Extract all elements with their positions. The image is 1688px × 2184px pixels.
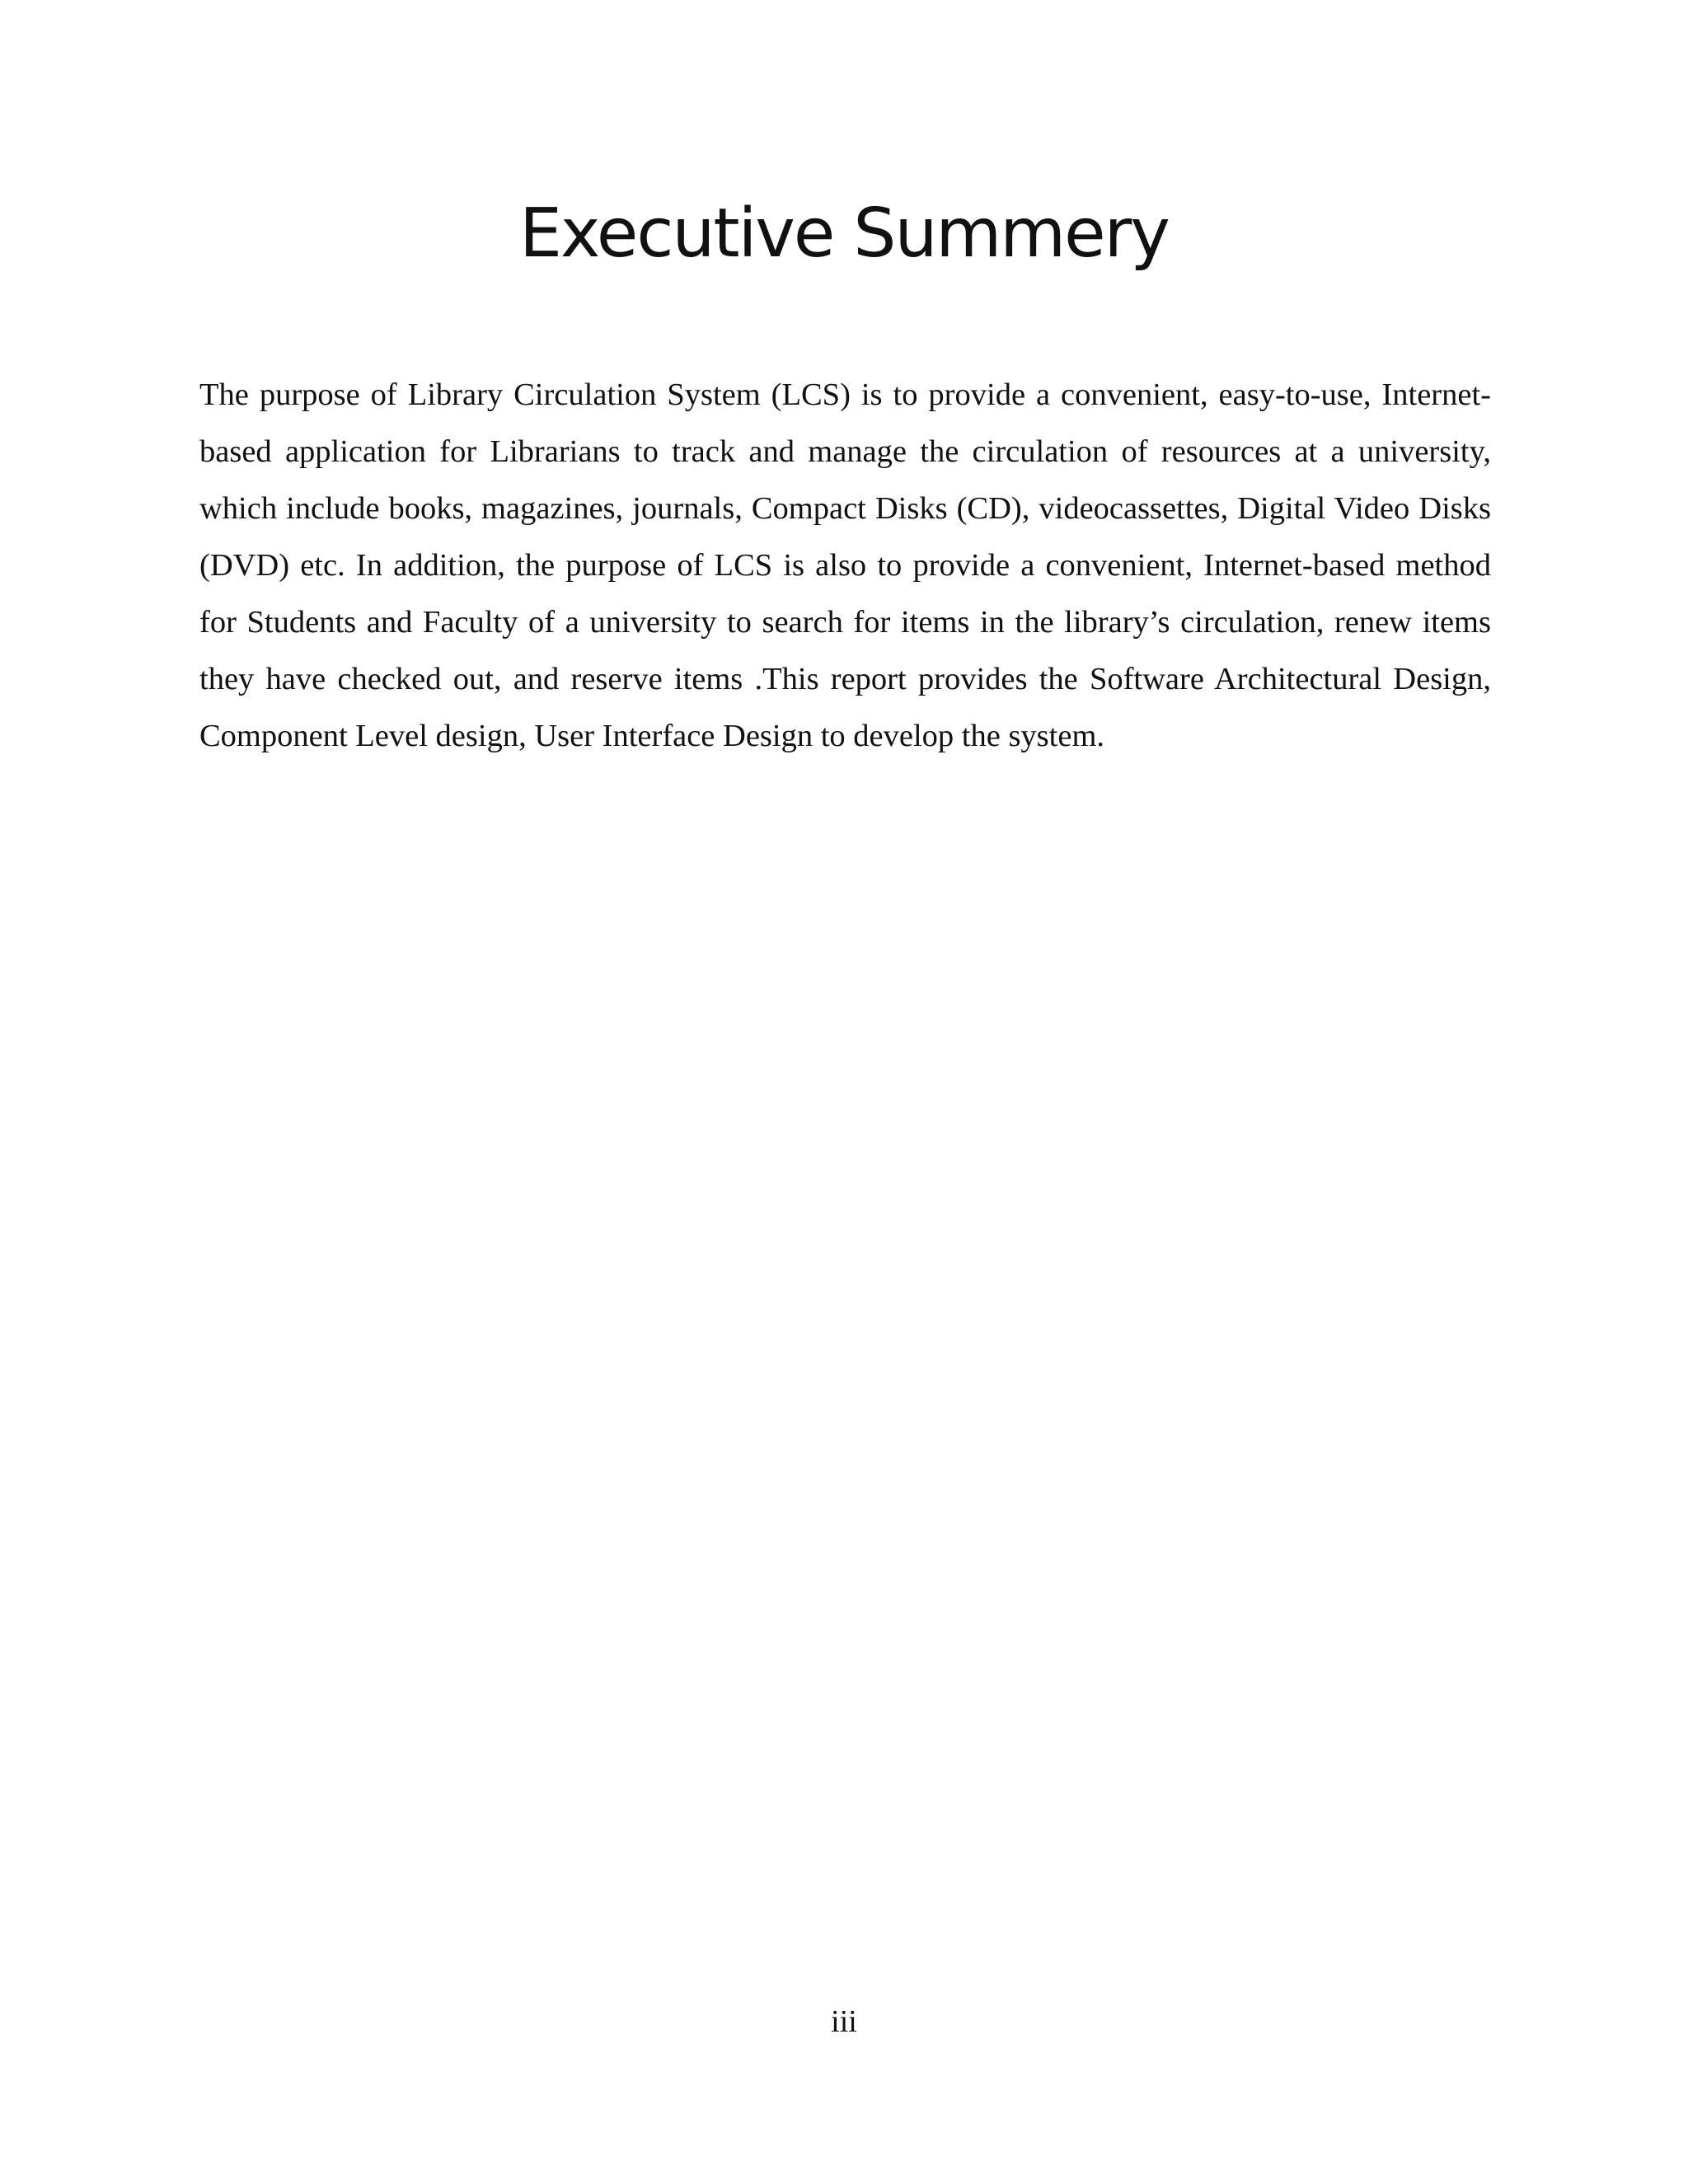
page-heading: Executive Summery bbox=[519, 194, 1169, 273]
summary-paragraph: The purpose of Library Circulation System (LCS) is to provide a convenient, easy-to-use, Internet-based application for Librarians to track and manage the circulation of resources at a university, which include books, magazines, journals, Compact Disks (CD), videocassettes, Digital Video Disks (DVD) etc. In addition, the purpose of LCS is also to provide a convenient, Internet-based method for Students and Faculty of a university to search for items in the library’s circulation, renew items they have checked out, and reserve items .This report provides the Software Architectural Design, Component Level design, User Interface Design to develop the system. bbox=[199, 377, 1491, 753]
page-number: iii bbox=[831, 2004, 857, 2039]
